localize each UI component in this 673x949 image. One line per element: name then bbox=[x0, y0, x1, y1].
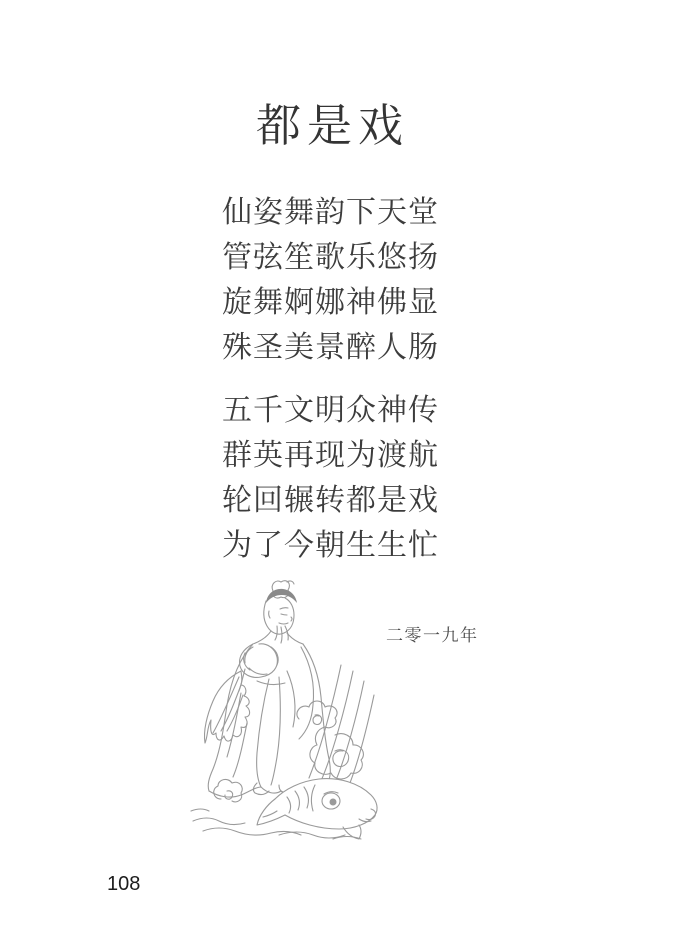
immortal-riding-carp-illustration bbox=[183, 573, 403, 858]
poem-line: 群英再现为渡航 bbox=[222, 438, 439, 473]
poem-line: 五千文明众神传 bbox=[222, 393, 439, 428]
page-number: 108 bbox=[107, 873, 141, 895]
poem-title: 都是戏 bbox=[256, 99, 410, 152]
poem-line: 仙姿舞韵下天堂 bbox=[222, 195, 439, 230]
poem-line: 旋舞婀娜神佛显 bbox=[222, 285, 439, 320]
stanza-2 bbox=[222, 388, 439, 568]
stanza-1 bbox=[222, 190, 439, 370]
poem-line: 殊圣美景醉人肠 bbox=[222, 330, 439, 365]
poem-line: 管弦笙歌乐悠扬 bbox=[222, 240, 439, 275]
poem-body bbox=[222, 190, 439, 568]
poem-line: 为了今朝生生忙 bbox=[222, 528, 439, 563]
poem-line: 轮回辗转都是戏 bbox=[222, 483, 439, 518]
poem-date: 二零一九年 bbox=[386, 626, 479, 646]
